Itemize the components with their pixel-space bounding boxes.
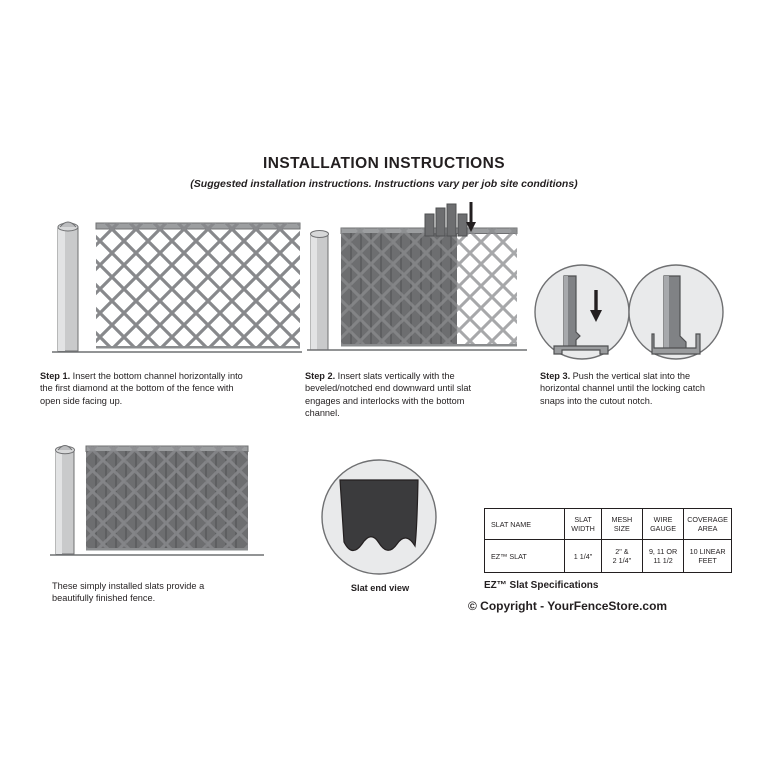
header-mesh-size [601,509,642,540]
page-subtitle: (Suggested installation instructions. Instructions vary per job site conditions) [190,178,578,190]
cell-wire-gauge-line1: 9, 11 OR [648,547,678,556]
figure-slat-end-view [320,458,438,581]
cell-wire-gauge [642,540,683,573]
figure-step-1 [40,205,308,375]
fence-diagram-step-2 [305,198,533,370]
locking-detail-diagram [534,262,724,367]
header-mesh-size-line2: SIZE [613,524,630,533]
figure-step-3 [534,262,724,372]
table-header-row [485,509,732,540]
figure-step-2 [305,198,533,375]
slat-spec-table [484,508,732,573]
step-3-text: Push the vertical slat into the horizontal channel until the locking catch snaps into the cutout notch. [540,371,705,406]
slat-end-view-label: Slat end view [350,583,410,593]
page-title: INSTALLATION INSTRUCTIONS [263,155,505,172]
cell-mesh-size [601,540,642,573]
fence-diagram-step-1 [40,205,308,370]
header-slat-width [565,509,602,540]
header-coverage-area-line1: COVERAGE [687,515,728,524]
caption-step-3 [540,370,730,407]
header-coverage-area-line2: AREA [697,524,718,533]
cell-mesh-size-line2: 2 1/4" [612,556,632,565]
caption-step-1 [40,370,255,407]
caption-finished-fence: These simply installed slats provide a beautifully finished fence. [52,581,205,604]
finished-fence-diagram [40,418,270,568]
header-wire-gauge-line1: WIRE [653,515,673,524]
detail-circle-right [629,265,723,359]
step-2-text: Insert slats vertically with the beveled/notched end downward until slat engages and interlocks with the bottom channel. [305,371,471,419]
step-3-label: Step 3. [540,371,571,381]
detail-circle-left [535,265,629,359]
header-wire-gauge-line2: GAUGE [650,524,677,533]
copyright-line [468,599,667,613]
header-coverage-area [684,509,732,540]
header-mesh-size-line1: MESH [611,515,633,524]
cell-coverage-area-line2: FEET [698,556,717,565]
cell-mesh-size-line1: 2" & [615,547,629,556]
step-2-label: Step 2. [305,371,336,381]
copyright-text: © Copyright - [468,599,545,613]
header-slat-name: SLAT NAME [485,509,565,540]
website-link[interactable]: YourFenceStore.com [547,599,668,613]
header-slat-width-line2: WIDTH [571,524,595,533]
cell-coverage-area [684,540,732,573]
cell-wire-gauge-line2: 11 1/2 [653,556,673,565]
table-caption: EZ™ Slat Specifications [484,580,599,591]
slat-end-view-diagram [320,458,438,576]
cell-slat-name: EZ™ SLAT [485,540,565,573]
cell-coverage-area-line1: 10 LINEAR [689,547,726,556]
caption-step-2 [305,370,500,420]
step-1-text: Insert the bottom channel horizontally into the first diamond at the bottom of the fence with open side facing up. [40,371,243,406]
figure-finished-fence [40,418,270,573]
title-block [0,155,768,190]
cell-slat-width: 1 1/4" [565,540,602,573]
header-wire-gauge [642,509,683,540]
header-slat-width-line1: SLAT [574,515,592,524]
table-row [485,540,732,573]
step-1-label: Step 1. [40,371,71,381]
